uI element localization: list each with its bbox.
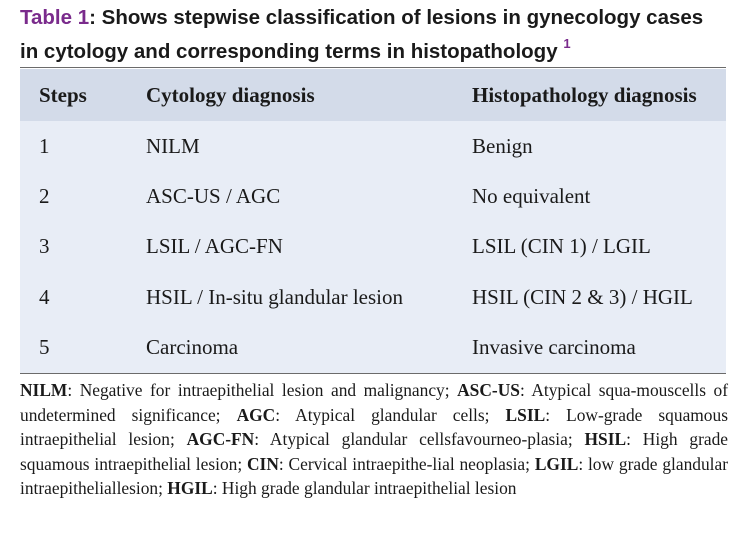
abbreviations-footnote	[20, 378, 728, 501]
cell-histopathology: HSIL (CIN 2 & 3) / HGIL	[472, 284, 693, 309]
cell-histopathology: LSIL (CIN 1) / LGIL	[472, 234, 651, 259]
table-caption	[20, 4, 726, 66]
reference-superscript[interactable]: 1	[563, 36, 571, 51]
table-bottom-rule	[20, 373, 726, 374]
cell-step: 5	[39, 335, 50, 360]
footnote-abbr: HSIL	[584, 429, 627, 449]
footnote-definition: : Atypical squa-mouscells of undetermined significance;	[20, 380, 728, 425]
header-steps: Steps	[39, 82, 87, 107]
cell-step: 4	[39, 284, 50, 309]
footnote-definition: : Atypical glandular cells;	[275, 404, 506, 425]
footnote-definition: : Low-grade squamous intraepithelial lesion;	[20, 404, 728, 449]
classification-table	[20, 69, 726, 373]
footnote-abbr: AGC	[236, 404, 276, 425]
cell-cytology: ASC-US / AGC	[146, 184, 281, 209]
table-row	[20, 323, 726, 373]
table-row	[20, 121, 726, 171]
header-histopathology: Histopathology diagnosis	[472, 82, 697, 107]
cell-step: 2	[39, 184, 50, 209]
footnote-definition: : High grade glandular intraepithelial lesion	[212, 478, 517, 498]
cell-cytology: NILM	[146, 133, 200, 158]
footnote-abbr: AGC-FN	[186, 429, 255, 449]
table-row	[20, 272, 726, 322]
cell-histopathology: Invasive carcinoma	[472, 335, 636, 360]
cell-cytology: HSIL / In-situ glandular lesion	[146, 284, 404, 309]
table-label: Table 1	[20, 6, 90, 29]
cell-histopathology: No equivalent	[472, 184, 591, 209]
footnote-abbr: HGIL	[167, 478, 213, 498]
header-cytology: Cytology diagnosis	[146, 82, 315, 107]
cell-step: 3	[39, 234, 50, 259]
caption-text: : Shows stepwise classification of lesions in gynecology cases in cytology and corresponding terms in histopathology	[20, 6, 704, 63]
table-row	[20, 222, 726, 272]
footnote-definition: : High grade squamous intraepithelial lesion;	[20, 429, 728, 474]
table-header-row	[20, 69, 726, 121]
cell-cytology: Carcinoma	[146, 335, 239, 360]
footnote-abbr: LSIL	[505, 404, 546, 425]
cell-histopathology: Benign	[472, 133, 533, 158]
footnote-abbr: CIN	[247, 453, 279, 474]
table-row	[20, 171, 726, 221]
footnote-definition: : Negative for intraepithelial lesion and malignancy;	[67, 380, 458, 400]
footnote-abbr: LGIL	[534, 453, 579, 474]
footnote-definition: : Atypical glandular cellsfavourneo-plasia;	[254, 429, 585, 449]
table-top-rule	[20, 67, 726, 68]
footnote-abbr: ASC-US	[457, 380, 520, 400]
cell-step: 1	[39, 133, 50, 158]
cell-cytology: LSIL / AGC-FN	[146, 234, 283, 259]
footnote-abbr: NILM	[20, 380, 68, 400]
footnote-definition: : Cervical intraepithe-lial neoplasia;	[278, 453, 535, 474]
footnote-definition: : low grade glandular intraepitheliallesion;	[20, 453, 729, 498]
